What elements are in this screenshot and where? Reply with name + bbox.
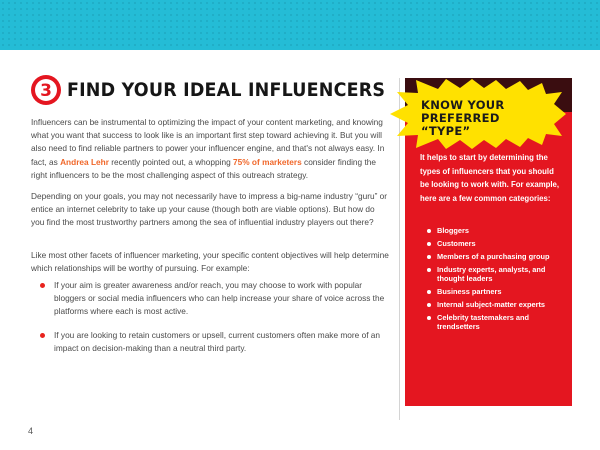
dot-pattern	[0, 0, 600, 50]
bullet-icon	[427, 255, 431, 259]
bullet-icon	[427, 316, 431, 320]
bullet-icon	[40, 333, 45, 338]
list-item: Members of a purchasing group	[427, 252, 562, 261]
page-number: 4	[28, 426, 34, 436]
step-number-badge	[30, 74, 62, 106]
list-item: If you are looking to retain customers or upsell, current customers often make more of an impact on decision-making than a neutral third party.	[40, 329, 390, 355]
intro-paragraph: Influencers can be instrumental to optimizing the impact of your content marketing, and knowing what you want that success to look like is an important first step toward achieving it. But you will also need to find reliable partners to power your influencer engine, and that's not always easy. In fact, as Andrea Lehr recently pointed out, a whopping 75% of marketers consider finding the right influencers to be the most challenging aspect of this outreach strategy.	[31, 117, 385, 180]
list-item: Business partners	[427, 287, 562, 296]
bullet-icon	[427, 229, 431, 233]
statistic-link[interactable]: 75% of marketers	[233, 156, 302, 167]
page-title: FIND YOUR IDEAL INFLUENCERS	[67, 79, 386, 101]
list-item: Internal subject-matter experts	[427, 300, 562, 309]
author-link[interactable]: Andrea Lehr	[60, 156, 109, 167]
list-item: Bloggers	[427, 226, 562, 235]
bullet-icon	[427, 303, 431, 307]
bullet-icon	[427, 268, 431, 272]
bullet-icon	[40, 283, 45, 288]
objectives-paragraph: Like most other facets of influencer marketing, your specific content objectives will help determine which relationships will be worthy of pursuing. For example:	[31, 250, 389, 274]
top-color-band	[0, 0, 600, 50]
goals-paragraph: Depending on your goals, you may not necessarily have to impress a big-name industry “guru” or entice an internet celebrity to take up your cause (though both are viable options). But how do you find the most trustworthy partners among the sea of influential industry players out there?	[31, 191, 388, 228]
influencer-type-list	[427, 226, 562, 335]
list-item: If your aim is greater awareness and/or reach, you may choose to work with popular bloggers or social media influencers who can help increase your share of voice across the platforms where each is most active.	[40, 279, 390, 319]
list-item: Celebrity tastemakers and trendsetters	[427, 313, 562, 331]
bullet-icon	[427, 290, 431, 294]
example-bullet-list	[40, 279, 390, 365]
sidebar-intro: It helps to start by determining the types of influencers that you should be looking to work with. For example, here are a few common categories:	[420, 153, 560, 203]
sidebar-title: KNOW YOUR PREFERRED “TYPE”	[421, 98, 505, 138]
bullet-icon	[427, 242, 431, 246]
list-item: Customers	[427, 239, 562, 248]
step-number: 3	[40, 81, 52, 101]
list-item: Industry experts, analysts, and thought leaders	[427, 265, 562, 283]
